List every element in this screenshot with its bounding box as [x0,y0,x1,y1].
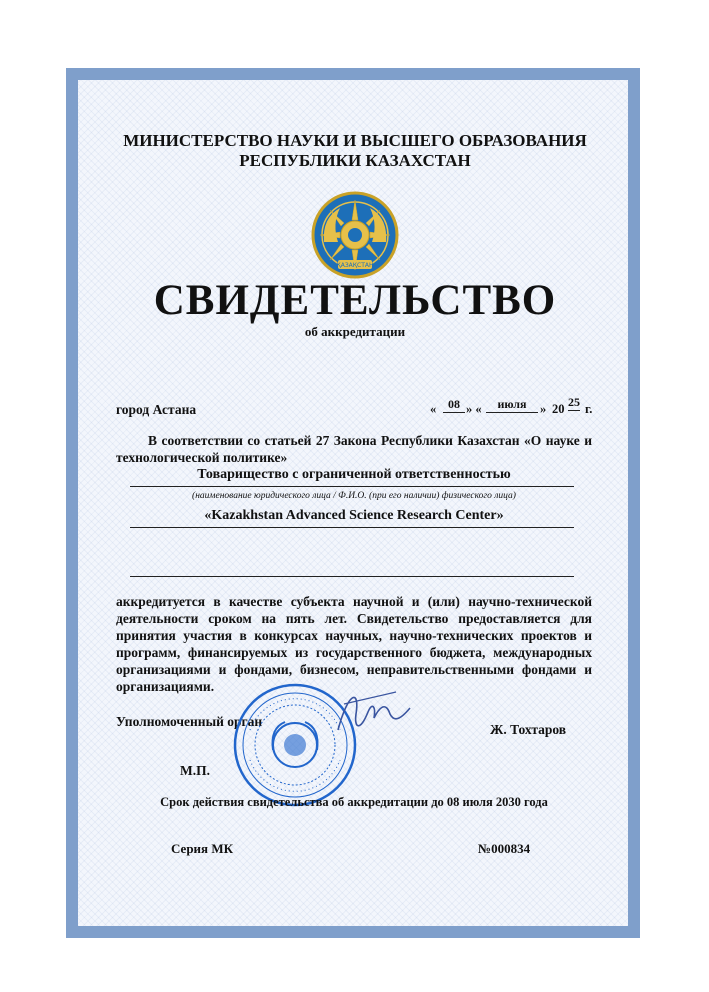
document-subtitle: об аккредитации [304,324,406,339]
document-title: СВИДЕТЕЛЬСТВО [153,277,557,324]
blank-underline [130,576,574,577]
stamp-place-label: М.П. [180,763,210,778]
stamp-emblem-core [284,734,306,756]
entity-name-underline [130,527,574,528]
date-open-quote: « [430,402,437,416]
entity-type: Товарищество с ограниченной ответственностью [197,467,511,482]
signature [330,684,415,744]
date-close-quote: » [540,402,547,416]
date-mid-quote: » « [466,402,482,416]
date-month: июля [486,397,538,413]
ministry-title-line2: РЕСПУБЛИКИ КАЗАХСТАН [239,151,471,170]
authority-label: Уполномоченный орган [116,714,263,729]
city: город Астана [116,402,197,417]
signatory-name: Ж. Тохтаров [490,722,567,737]
certificate-number: №000834 [478,841,531,856]
series-label: Серия МК [171,841,234,856]
emblem-caption: ҚАЗАҚСТАН [336,262,374,269]
validity-period: Срок действия свидетельства об аккредитации до 08 июля 2030 года [160,795,548,809]
date-year-unit: г. [585,402,593,416]
ministry-title-line1: МИНИСТЕРСТВО НАУКИ И ВЫСШЕГО ОБРАЗОВАНИЯ [123,131,587,150]
date-year-suffix: 25 [568,395,580,409]
entity-name: «Kazakhstan Advanced Science Research Center» [204,508,504,523]
accreditation-text: аккредитуется в качестве субъекта научной и (или) научно-технической деятельности сроком на пять лет. Свидетельство предоставляется для принятия участия в конкурсах научных, научно-технических проектов и программ, финансируемых из государственного бюджета, международных организациями и фондами, бизнесом, неправительственными фондами и организациями. [116,594,592,694]
state-emblem [310,190,400,280]
legal-basis: В соответствии со статьей 27 Закона Республики Казахстан «О науке и технологической политике» [116,433,592,465]
entity-field-caption: (наименование юридического лица / Ф.И.О. (при его наличии) физического лица) [192,491,516,501]
entity-type-underline [130,486,574,487]
date-year-prefix: 20 [552,402,565,416]
date-day: 08 [443,397,465,413]
emblem-core [348,228,362,242]
